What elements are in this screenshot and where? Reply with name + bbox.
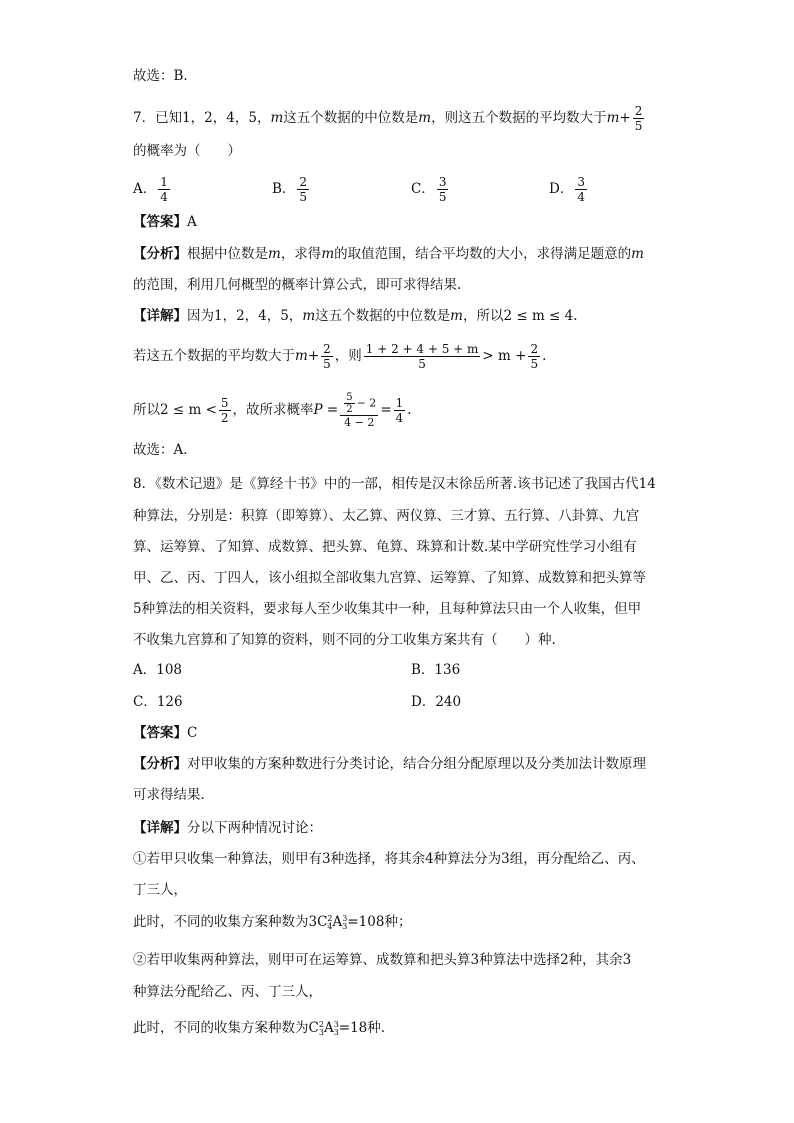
fraction-denominator: 2 [346,404,353,415]
q7-option-b[interactable] [272,175,311,204]
case-result: =18 [338,1020,368,1036]
detail-prob-fraction [340,392,378,429]
detail-eq: = [380,402,392,418]
q8-line2: 种算法，分别是：积算（即筹算）、太乙算、两仪算、三才算、五行算、八卦算、九宫 [133,508,640,524]
q8-option-c[interactable] [133,692,183,712]
detail-tag: 【详解】 [133,820,187,836]
case-text: 种. [367,1020,386,1036]
combination-sup: 2 [327,913,333,923]
q7-option-c[interactable] [411,175,450,204]
detail-gt: > m + [482,348,527,364]
option-value: 126 [156,694,183,710]
numerator-rest: − 2 [356,396,377,410]
case-text: 此时，不同的收集方案种数为 [133,1020,309,1036]
fraction-denominator: 5 [364,356,481,371]
q7-final: 故选：A． [133,442,197,458]
option-value: 240 [435,694,462,710]
analysis-text: 根据中位数是 [187,246,268,262]
q7-stem-var: m [606,110,620,126]
case-result: =108 [347,914,385,930]
analysis-tag: 【分析】 [133,756,187,772]
fraction-denominator: 4 [395,411,404,425]
fraction-numerator: 5 [346,392,353,403]
fraction-numerator: 1 [395,396,404,410]
analysis-text: 的取值范围，结合平均数的大小，求得满足题意的 [334,246,632,262]
fraction-numerator: 3 [577,175,585,189]
detail-fraction [394,396,406,425]
detail-text: 分以下两种情况讨论： [187,820,322,836]
option-fraction [158,175,170,204]
q7-stem-part: ，则这五个数据的平均数大于 [431,110,607,126]
q7-stem [133,104,646,133]
option-letter: B． [272,181,296,197]
q8-case2-line2: 种算法分配给乙、丙、丁三人， [133,984,322,1000]
q8-line6: 不收集九宫算和了知算的资料，则不同的分工收集方案共有（ ）种. [133,632,556,648]
option-letter: C． [411,181,435,197]
combination-sub: 3 [318,1027,324,1037]
fraction-denominator: 5 [438,190,447,204]
analysis-text: 对甲收集的方案种数进行分类讨论，结合分组分配原理以及分类加法计数原理 [187,756,646,772]
q7-stem-var: m [418,110,432,126]
option-value: 108 [156,662,183,678]
answer-tag: 【答案】 [133,214,187,230]
detail-fraction [219,396,231,425]
answer-value: C [187,725,198,741]
combination-sub: 4 [327,921,333,931]
arrangement-sub: 3 [342,921,348,931]
option-fraction [437,175,449,204]
fraction-denominator: 5 [299,190,308,204]
detail-text: 所以 [133,402,160,418]
detail-inequality: 2 ≤ m < [160,402,217,418]
fraction-numerator: 3 [438,175,447,189]
fraction-denominator: 5 [634,119,643,133]
fraction-numerator: 2 [323,342,331,356]
case-text: 种； [384,914,412,930]
q8-line4: 甲、乙、丙、丁四人，该小组拟全部收集九宫算、运筹算、了知算、成数算和把头算等 [133,570,646,586]
answer-value: A [187,214,197,230]
analysis-text: ，求得 [280,246,322,262]
option-letter: B． [411,662,435,678]
q7-option-d[interactable] [549,175,589,204]
q8-line5: 5种算法的相关资料，要求每人至少收集其中一种，且每种算法只由一个人收集，但甲 [133,601,642,617]
q7-analysis-line1 [133,244,644,264]
option-fraction [575,175,587,204]
detail-var: m [302,308,316,324]
prev-answer-line: 故选：B. [133,68,188,84]
arrangement-symbol: A [323,1020,334,1036]
option-letter: D． [411,694,436,710]
q8-case1-line2: 丁三人， [133,882,187,898]
q8-answer [133,723,197,743]
arrangement-symbol: A [332,914,343,930]
q8-case1-line1: ①若甲只收集一种算法，则甲有3种选择，将其余4种算法分为3组，再分配给乙、丙、 [133,851,645,867]
detail-fraction [321,342,333,371]
q7-stem-var: m [270,110,284,126]
fraction-numerator: 2 [634,104,643,118]
q7-stem-part: 这五个数据的中位数是 [283,110,419,126]
q8-option-d[interactable] [411,692,461,712]
option-letter: D． [549,181,574,197]
option-letter: A． [133,181,157,197]
detail-text: 因为1，2，4，5， [187,308,303,324]
combination-sup: 2 [318,1019,324,1029]
fraction-denominator: 5 [530,357,539,371]
fraction-denominator: 4 [577,190,585,204]
q8-case2-line3 [133,1018,385,1038]
combination-symbol: C [308,1020,319,1036]
detail-period: . [407,402,412,418]
arrangement-sup: 3 [333,1019,339,1029]
detail-tag: 【详解】 [133,308,187,324]
q8-line3: 算、运筹算、了知算、成数算、把头算、龟算、珠算和计数.某中学研究性学习小组有 [133,539,637,555]
detail-period: . [542,348,547,364]
q8-option-a[interactable] [133,660,182,680]
option-fraction [297,175,309,204]
q8-option-b[interactable] [411,660,460,680]
detail-text: ，则 [334,348,362,364]
option-letter: C． [133,694,157,710]
q7-answer [133,212,197,232]
q7-detail-line2 [133,342,546,371]
q7-stem-end: 的概率为（ ） [133,143,241,159]
analysis-tag: 【分析】 [133,246,187,262]
q7-stem-plus: + [619,110,631,126]
detail-mean-fraction [364,342,481,371]
analysis-var: m [631,246,644,262]
q8-analysis-line1 [133,754,646,774]
q7-option-a[interactable] [133,175,172,204]
detail-period: . [573,308,578,324]
detail-inequality: 2 ≤ m ≤ 4 [503,308,574,324]
fraction-numerator [340,392,378,415]
fraction-denominator: 2 [220,411,229,425]
fraction-numerator: 5 [220,396,229,410]
option-letter: A． [133,662,157,678]
q8-analysis-line2: 可求得结果. [133,787,205,803]
detail-var: m [295,348,308,364]
arrangement-sub: 3 [333,1027,339,1037]
fraction-numerator: 2 [530,342,539,356]
detail-plus: + [307,348,320,364]
detail-prob: P = [313,402,339,418]
analysis-var: m [268,246,281,262]
combination-symbol: 3C [308,914,328,930]
q8-case2-line1: ②若甲收集两种算法，则甲可在运筹算、成数算和把头算3种算法中选择2种，其余3 [133,952,632,968]
detail-var: m [450,308,463,324]
q8-line1: 8．《数术记遗》是《算经十书》中的一部，相传是汉末徐岳所著.该书记述了我国古代14 [133,476,656,492]
q7-stem-fraction [633,104,645,133]
detail-fraction [528,342,540,371]
q7-detail-line1 [133,306,578,326]
q8-detail-line1 [133,818,322,838]
detail-text: ，所以 [462,308,504,324]
q7-analysis-line2: 的范围，利用几何概型的概率计算公式，即可求得结果. [133,277,462,293]
detail-text: ，故所求概率 [232,402,314,418]
q8-case1-line3 [133,912,411,932]
fraction-numerator: 1 + 2 + 4 + 5 + m [365,342,479,356]
detail-text: 这五个数据的中位数是 [315,308,451,324]
detail-text: 若这五个数据的平均数大于 [133,348,295,364]
nested-fraction [344,392,354,415]
fraction-denominator: 4 [160,190,168,204]
answer-tag: 【答案】 [133,725,187,741]
option-value: 136 [434,662,461,678]
case-text: 此时，不同的收集方案种数为 [133,914,309,930]
fraction-denominator: 5 [323,357,331,371]
analysis-var: m [321,246,335,262]
fraction-numerator: 2 [299,175,308,189]
arrangement-sup: 3 [342,913,348,923]
fraction-numerator: 1 [160,175,168,189]
q7-stem-part: 7．已知1，2，4，5， [133,110,271,126]
q7-detail-line3 [133,392,412,429]
fraction-denominator: 4 − 2 [340,415,378,429]
